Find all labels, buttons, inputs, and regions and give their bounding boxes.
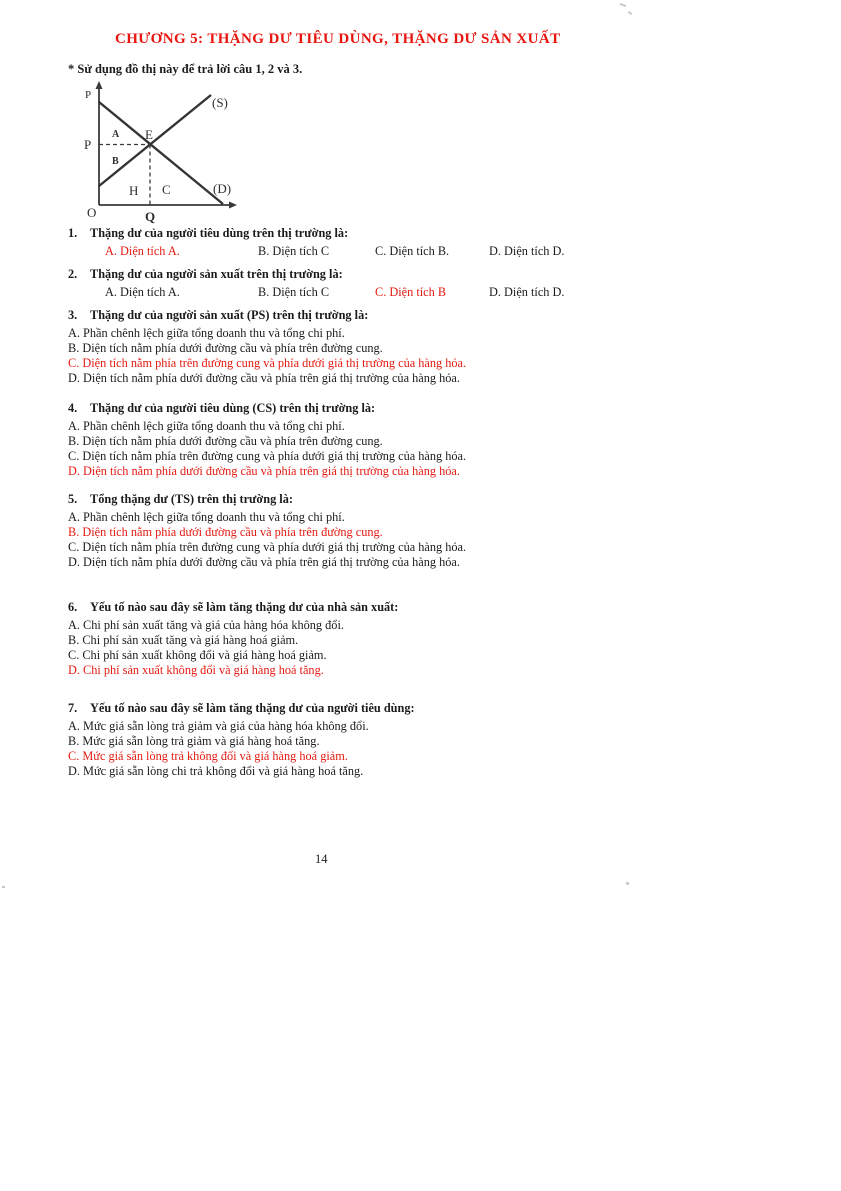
option-c: C. Diện tích nằm phía trên đường cung và phía dưới giá thị trường của hàng hóa. [68,449,467,463]
scan-artifact [625,881,629,885]
option-c: C. Chi phí sản xuất không đổi và giá hàng hoá giảm. [68,648,327,662]
equilibrium-point-label: E [145,127,153,142]
price-axis-arrow [96,81,103,89]
option-d: D. Diện tích nằm phía dưới đường cầu và phía trên giá thị trường của hàng hóa. [68,464,460,478]
scan-artifact [620,3,626,7]
equilibrium-price-label: P [84,137,92,152]
option-c: C. Diện tích B [375,285,447,299]
option-a: A. Phần chênh lệch giữa tổng doanh thu và tổng chi phí. [68,510,345,524]
question-number: 7. [68,701,78,715]
question-text: Thặng dư của người tiêu dùng trên thị trường là: [90,226,349,240]
option-c: C. Diện tích nằm phía trên đường cung và phía dưới giá thị trường của hàng hóa. [68,356,467,370]
supply-curve-label: (S) [212,95,228,110]
question-text: Thặng dư của người sản xuất trên thị trường là: [90,267,343,281]
scan-artifact [628,11,632,15]
option-d: D. Diện tích nằm phía dưới đường cầu và phía trên giá thị trường của hàng hóa. [68,371,460,385]
region-h-label: H [129,183,139,198]
question-6 [68,600,398,678]
question-4 [68,401,466,479]
question-text: Thặng dư của người tiêu dùng (CS) trên thị trường là: [90,401,376,415]
equilibrium-quantity-label: Q [145,209,156,224]
question-number: 4. [68,401,78,415]
question-5 [68,492,466,570]
option-a: A. Chi phí sản xuất tăng và giá của hàng hóa không đổi. [68,618,344,632]
graph-canvas [60,80,260,228]
quantity-axis-arrow [229,202,237,209]
option-a: A. Mức giá sẵn lòng trả giảm và giá của hàng hóa không đổi. [68,719,369,733]
supply-curve [99,95,211,186]
option-d: D. Diện tích nằm phía dưới đường cầu và phía trên giá thị trường của hàng hóa. [68,555,460,569]
question-1 [68,226,801,259]
region-a-label: A [112,129,120,140]
option-d: D. Diện tích D. [489,285,565,299]
scan-artifact [2,886,5,888]
region-b-label: B [112,156,119,167]
graph-instruction: * Sử dụng đồ thị này để trả lời câu 1, 2 và 3. [68,62,303,76]
question-number: 1. [68,226,78,240]
option-b: B. Diện tích nằm phía dưới đường cầu và phía trên đường cung. [68,525,383,539]
page-title: CHƯƠNG 5: THẶNG DƯ TIÊU DÙNG, THẶNG DƯ SẢN XUẤT [115,31,561,47]
option-d: D. Mức giá sẵn lòng chi trả không đổi và giá hàng hoá tăng. [68,764,364,778]
question-text: Yếu tố nào sau đây sẽ làm tăng thặng dư của nhà sản xuất: [90,600,399,614]
question-1-options [68,244,801,259]
question-5-headline [68,492,466,507]
question-2-options [68,285,801,300]
option-c: C. Mức giá sẵn lòng trả không đổi và giá hàng hoá giảm. [68,749,348,763]
option-b: B. Diện tích nằm phía dưới đường cầu và phía trên đường cung. [68,434,383,448]
option-c: C. Diện tích nằm phía trên đường cung và phía dưới giá thị trường của hàng hóa. [68,540,467,554]
supply-demand-graph [60,80,260,228]
question-number: 6. [68,600,78,614]
option-a: A. Phần chênh lệch giữa tổng doanh thu và tổng chi phí. [68,326,345,340]
option-b: B. Diện tích nằm phía dưới đường cầu và phía trên đường cung. [68,341,383,355]
option-c: C. Diện tích B. [375,244,450,258]
question-number: 3. [68,308,78,322]
region-c-label: C [162,182,171,197]
option-b: B. Diện tích C [258,244,330,258]
question-7-headline [68,701,415,716]
option-d: D. Diện tích D. [489,244,565,258]
question-7 [68,701,415,779]
question-3-headline [68,308,466,323]
question-2 [68,267,801,300]
question-2-headline [68,267,801,282]
option-b: B. Mức giá sẵn lòng trả giảm và giá hàng hoá tăng. [68,734,320,748]
y-axis-top-label: P [85,89,92,101]
option-b: B. Chi phí sản xuất tăng và giá hàng hoá giảm. [68,633,299,647]
option-a: A. Diện tích A. [105,244,180,258]
page-number: 14 [315,852,328,866]
question-3 [68,308,466,386]
question-1-headline [68,226,801,241]
question-number: 2. [68,267,78,281]
question-4-headline [68,401,466,416]
demand-curve-label: (D) [213,181,232,196]
question-text: Yếu tố nào sau đây sẽ làm tăng thặng dư của người tiêu dùng: [90,701,415,715]
origin-label: O [87,205,97,220]
demand-curve [99,102,223,204]
question-number: 5. [68,492,78,506]
option-b: B. Diện tích C [258,285,330,299]
question-text: Tổng thặng dư (TS) trên thị trường là: [90,492,293,506]
option-a: A. Diện tích A. [105,285,180,299]
option-d: D. Chi phí sản xuất không đổi và giá hàng hoá tăng. [68,663,324,677]
option-a: A. Phần chênh lệch giữa tổng doanh thu và tổng chi phí. [68,419,345,433]
question-text: Thặng dư của người sản xuất (PS) trên thị trường là: [90,308,369,322]
question-6-headline [68,600,398,615]
